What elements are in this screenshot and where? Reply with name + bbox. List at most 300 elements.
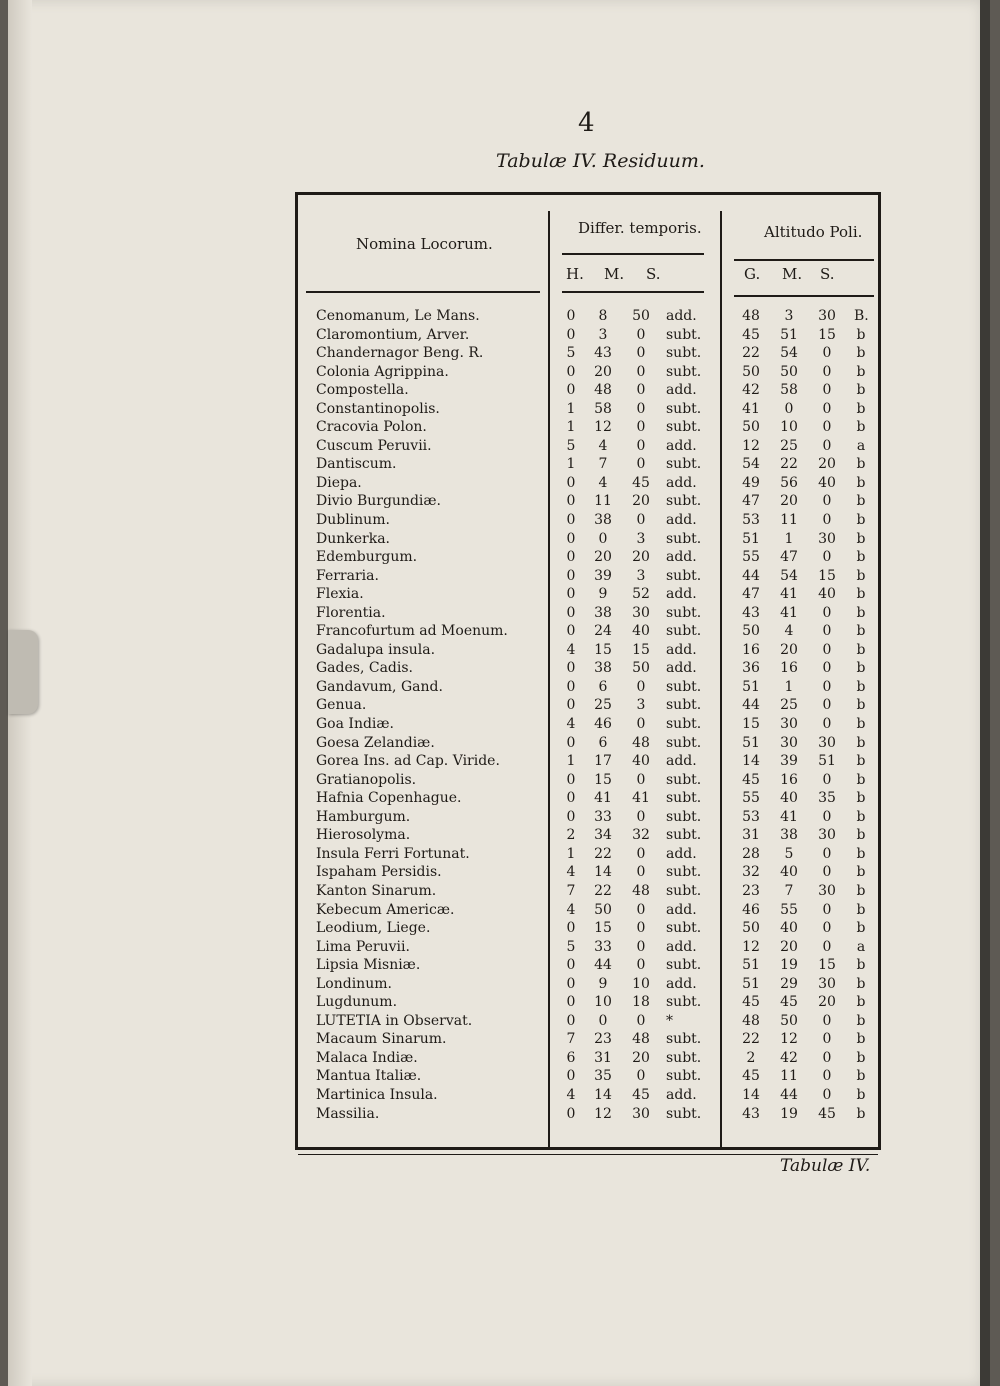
cell-g: 12 <box>742 437 760 454</box>
cell-h: 0 <box>566 604 576 621</box>
cell-hem: b <box>856 474 866 491</box>
cell-g: 43 <box>742 604 760 621</box>
cell-hem: b <box>856 753 866 770</box>
cell-m: 3 <box>598 326 608 343</box>
table-row <box>298 734 878 753</box>
cell-am: 4 <box>784 623 794 640</box>
cell-name: Cracovia Polon. <box>316 419 427 436</box>
cell-hem: b <box>856 345 866 362</box>
cell-hem: b <box>856 1049 866 1066</box>
cell-s: 0 <box>636 771 646 788</box>
cell-h: 2 <box>566 827 576 844</box>
cell-name: LUTETIA in Observat. <box>316 1012 473 1029</box>
cell-hem: b <box>856 456 866 473</box>
header-seconds: S. <box>646 265 661 283</box>
cell-name: Diepa. <box>316 474 362 491</box>
cell-name: Colonia Agrippina. <box>316 363 449 380</box>
cell-name: Leodium, Liege. <box>316 920 431 937</box>
table-row <box>298 789 878 808</box>
cell-as: 0 <box>822 345 832 362</box>
cell-am: 0 <box>784 400 794 417</box>
cell-h: 0 <box>566 530 576 547</box>
cell-name: Genua. <box>316 697 367 714</box>
cell-hem: b <box>856 808 866 825</box>
cell-m: 35 <box>594 1068 612 1085</box>
cell-hem: b <box>856 882 866 899</box>
cell-g: 45 <box>742 994 760 1011</box>
table-row <box>298 696 878 715</box>
cell-hem: b <box>856 530 866 547</box>
cell-g: 44 <box>742 567 760 584</box>
table-row <box>298 530 878 549</box>
catchword: Tabulæ IV. <box>780 1156 871 1176</box>
cell-s: 0 <box>636 456 646 473</box>
cell-am: 42 <box>780 1049 798 1066</box>
cell-s: 30 <box>632 1105 650 1122</box>
cell-h: 4 <box>566 716 576 733</box>
cell-hem: b <box>856 975 866 992</box>
cell-m: 20 <box>594 549 612 566</box>
cell-g: 50 <box>742 363 760 380</box>
cell-am: 56 <box>780 474 798 491</box>
cell-h: 0 <box>566 920 576 937</box>
cell-as: 20 <box>818 994 836 1011</box>
cell-op: subt. <box>666 771 702 788</box>
cell-as: 0 <box>822 771 832 788</box>
cell-m: 31 <box>594 1049 612 1066</box>
cell-m: 6 <box>598 734 608 751</box>
cell-hem: b <box>856 419 866 436</box>
cell-name: Divio Burgundiæ. <box>316 493 442 510</box>
cell-s: 48 <box>632 734 650 751</box>
cell-s: 40 <box>632 753 650 770</box>
cell-hem: b <box>856 400 866 417</box>
cell-am: 11 <box>780 512 798 529</box>
header-minutes: M. <box>604 265 625 283</box>
cell-am: 22 <box>780 456 798 473</box>
cell-am: 1 <box>784 530 794 547</box>
cell-op: subt. <box>666 827 702 844</box>
table-row <box>298 826 878 845</box>
table-row <box>298 548 878 567</box>
cell-name: Francofurtum ad Moenum. <box>316 623 508 640</box>
cell-m: 38 <box>594 512 612 529</box>
cell-as: 0 <box>822 1031 832 1048</box>
cell-am: 1 <box>784 678 794 695</box>
cell-g: 50 <box>742 419 760 436</box>
cell-hem: b <box>856 567 866 584</box>
cell-am: 44 <box>780 1086 798 1103</box>
cell-m: 33 <box>594 938 612 955</box>
cell-m: 25 <box>594 697 612 714</box>
cell-am: 20 <box>780 641 798 658</box>
cell-g: 36 <box>742 660 760 677</box>
table-row <box>298 882 878 901</box>
cell-am: 40 <box>780 864 798 881</box>
cell-name: Kebecum Americæ. <box>316 901 455 918</box>
cell-as: 0 <box>822 697 832 714</box>
cell-as: 0 <box>822 1068 832 1085</box>
cell-as: 0 <box>822 419 832 436</box>
cell-s: 0 <box>636 400 646 417</box>
cell-am: 12 <box>780 1031 798 1048</box>
cell-hem: b <box>856 641 866 658</box>
cell-s: 10 <box>632 975 650 992</box>
cell-s: 0 <box>636 808 646 825</box>
cell-hem: b <box>856 901 866 918</box>
cell-h: 0 <box>566 697 576 714</box>
header-hours: H. <box>566 265 584 283</box>
cell-m: 14 <box>594 1086 612 1103</box>
cell-op: add. <box>666 437 697 454</box>
cell-am: 58 <box>780 382 798 399</box>
cell-m: 22 <box>594 882 612 899</box>
cell-as: 30 <box>818 975 836 992</box>
cell-op: add. <box>666 975 697 992</box>
cell-hem: b <box>856 660 866 677</box>
header-rule-alt-top <box>734 259 874 261</box>
cell-g: 15 <box>742 716 760 733</box>
cell-as: 0 <box>822 938 832 955</box>
cell-am: 7 <box>784 882 794 899</box>
cell-g: 22 <box>742 1031 760 1048</box>
cell-op: subt. <box>666 363 702 380</box>
cell-hem: b <box>856 697 866 714</box>
header-rule-alt-bottom <box>734 295 874 297</box>
cell-s: 0 <box>636 716 646 733</box>
cell-as: 30 <box>818 882 836 899</box>
cell-hem: b <box>856 716 866 733</box>
cell-g: 45 <box>742 1068 760 1085</box>
cell-s: 0 <box>636 512 646 529</box>
cell-name: Hamburgum. <box>316 808 411 825</box>
cell-s: 32 <box>632 827 650 844</box>
cell-s: 45 <box>632 1086 650 1103</box>
cell-m: 7 <box>598 456 608 473</box>
cell-op: subt. <box>666 808 702 825</box>
cell-op: add. <box>666 308 697 324</box>
cell-am: 51 <box>780 326 798 343</box>
cell-hem: a <box>856 437 866 454</box>
cell-g: 47 <box>742 586 760 603</box>
table-row <box>298 752 878 771</box>
cell-g: 53 <box>742 512 760 529</box>
cell-m: 11 <box>594 493 612 510</box>
cell-name: Florentia. <box>316 604 386 621</box>
cell-s: 40 <box>632 623 650 640</box>
cell-name: Ispaham Persidis. <box>316 864 442 881</box>
cell-am: 20 <box>780 493 798 510</box>
cell-name: Dublinum. <box>316 512 390 529</box>
cell-name: Mantua Italiæ. <box>316 1068 422 1085</box>
cell-op: subt. <box>666 1049 702 1066</box>
cell-hem: b <box>856 678 866 695</box>
table-row <box>298 659 878 678</box>
cell-h: 0 <box>566 660 576 677</box>
cell-op: subt. <box>666 604 702 621</box>
cell-hem: a <box>856 938 866 955</box>
cell-h: 7 <box>566 1031 576 1048</box>
cell-h: 0 <box>566 1012 576 1029</box>
cell-op: subt. <box>666 567 702 584</box>
table-row <box>298 956 878 975</box>
table-row <box>298 901 878 920</box>
header-differ-temporis: Differ. temporis. <box>578 219 702 237</box>
cell-g: 50 <box>742 920 760 937</box>
cell-name: Malaca Indiæ. <box>316 1049 418 1066</box>
cell-am: 30 <box>780 716 798 733</box>
cell-as: 40 <box>818 474 836 491</box>
cell-hem: b <box>856 827 866 844</box>
cell-as: 0 <box>822 678 832 695</box>
cell-as: 45 <box>818 1105 836 1122</box>
cell-hem: b <box>856 604 866 621</box>
cell-h: 0 <box>566 474 576 491</box>
cell-h: 5 <box>566 345 576 362</box>
cell-g: 14 <box>742 1086 760 1103</box>
cell-h: 0 <box>566 493 576 510</box>
header-degrees: G. <box>744 265 761 283</box>
table-row <box>298 363 878 382</box>
cell-g: 54 <box>742 456 760 473</box>
cell-s: 18 <box>632 994 650 1011</box>
cell-g: 31 <box>742 827 760 844</box>
table-row <box>298 715 878 734</box>
header-alt-minutes: M. <box>782 265 803 283</box>
cell-m: 12 <box>594 1105 612 1122</box>
cell-m: 8 <box>598 308 608 324</box>
cell-as: 30 <box>818 530 836 547</box>
cell-hem: b <box>856 771 866 788</box>
cell-h: 1 <box>566 400 576 417</box>
cell-g: 53 <box>742 808 760 825</box>
table-row <box>298 919 878 938</box>
table-row <box>298 678 878 697</box>
cell-am: 10 <box>780 419 798 436</box>
cell-name: Lipsia Misniæ. <box>316 957 421 974</box>
table-row <box>298 771 878 790</box>
cell-as: 0 <box>822 716 832 733</box>
cell-g: 55 <box>742 549 760 566</box>
cell-name: Goesa Zelandiæ. <box>316 734 435 751</box>
cell-name: Massilia. <box>316 1105 380 1122</box>
cell-as: 35 <box>818 790 836 807</box>
cell-g: 51 <box>742 975 760 992</box>
cell-op: add. <box>666 382 697 399</box>
cell-g: 22 <box>742 345 760 362</box>
cell-as: 30 <box>818 827 836 844</box>
cell-h: 5 <box>566 938 576 955</box>
cell-as: 0 <box>822 864 832 881</box>
cell-s: 0 <box>636 1068 646 1085</box>
table-row <box>298 622 878 641</box>
cell-hem: b <box>856 493 866 510</box>
cell-h: 0 <box>566 678 576 695</box>
cell-m: 6 <box>598 678 608 695</box>
cell-op: subt. <box>666 790 702 807</box>
cell-hem: b <box>856 549 866 566</box>
cell-g: 48 <box>742 308 760 324</box>
cell-s: 0 <box>636 845 646 862</box>
cell-am: 30 <box>780 734 798 751</box>
cell-s: 30 <box>632 604 650 621</box>
cell-op: subt. <box>666 678 702 695</box>
cell-m: 33 <box>594 808 612 825</box>
cell-am: 45 <box>780 994 798 1011</box>
cell-as: 0 <box>822 363 832 380</box>
cell-op: subt. <box>666 882 702 899</box>
table-title: Tabulæ IV. Residuum. <box>496 150 705 172</box>
cell-as: 15 <box>818 567 836 584</box>
cell-s: 20 <box>632 1049 650 1066</box>
cell-h: 6 <box>566 1049 576 1066</box>
cell-hem: b <box>856 920 866 937</box>
book-page <box>8 0 990 1386</box>
cell-h: 0 <box>566 994 576 1011</box>
cell-am: 55 <box>780 901 798 918</box>
cell-g: 16 <box>742 641 760 658</box>
cell-op: subt. <box>666 994 702 1011</box>
cell-g: 51 <box>742 678 760 695</box>
cell-m: 34 <box>594 827 612 844</box>
cell-s: 0 <box>636 437 646 454</box>
table-row <box>298 1049 878 1068</box>
cell-as: 15 <box>818 957 836 974</box>
cell-name: Gades, Cadis. <box>316 660 413 677</box>
header-rule-names <box>306 291 540 293</box>
cell-g: 46 <box>742 901 760 918</box>
cell-name: Lugdunum. <box>316 994 398 1011</box>
cell-s: 0 <box>636 901 646 918</box>
cell-name: Londinum. <box>316 975 392 992</box>
cell-h: 4 <box>566 901 576 918</box>
cell-s: 15 <box>632 641 650 658</box>
table-row <box>298 418 878 437</box>
cell-m: 15 <box>594 920 612 937</box>
cell-as: 0 <box>822 1086 832 1103</box>
cell-m: 48 <box>594 382 612 399</box>
cell-s: 0 <box>636 864 646 881</box>
cell-as: 0 <box>822 493 832 510</box>
cell-name: Insula Ferri Fortunat. <box>316 845 470 862</box>
cell-name: Gorea Ins. ad Cap. Viride. <box>316 753 500 770</box>
table-row <box>298 326 878 345</box>
cell-hem: b <box>856 586 866 603</box>
cell-hem: b <box>856 363 866 380</box>
cell-as: 0 <box>822 1012 832 1029</box>
table-row <box>298 511 878 530</box>
cell-am: 50 <box>780 1012 798 1029</box>
cell-h: 0 <box>566 326 576 343</box>
table-row <box>298 455 878 474</box>
cell-s: 20 <box>632 493 650 510</box>
cell-op: add. <box>666 660 697 677</box>
cell-m: 12 <box>594 419 612 436</box>
cell-m: 50 <box>594 901 612 918</box>
cell-g: 51 <box>742 530 760 547</box>
cell-h: 1 <box>566 753 576 770</box>
cell-g: 43 <box>742 1105 760 1122</box>
cell-g: 14 <box>742 753 760 770</box>
cell-name: Gadalupa insula. <box>316 641 436 658</box>
cell-op: subt. <box>666 697 702 714</box>
cell-hem: B. <box>854 308 869 324</box>
page-number: 4 <box>578 108 595 138</box>
cell-name: Flexia. <box>316 586 364 603</box>
cell-m: 46 <box>594 716 612 733</box>
cell-s: 52 <box>632 586 650 603</box>
cell-op: subt. <box>666 530 702 547</box>
cell-g: 23 <box>742 882 760 899</box>
cell-m: 58 <box>594 400 612 417</box>
table-row <box>298 1086 878 1105</box>
header-alt-seconds: S. <box>820 265 835 283</box>
cell-g: 51 <box>742 957 760 974</box>
cell-m: 9 <box>598 975 608 992</box>
cell-as: 51 <box>818 753 836 770</box>
cell-op: add. <box>666 512 697 529</box>
cell-h: 0 <box>566 586 576 603</box>
cell-m: 43 <box>594 345 612 362</box>
cell-name: Goa Indiæ. <box>316 716 395 733</box>
cell-s: 0 <box>636 382 646 399</box>
cell-g: 49 <box>742 474 760 491</box>
table-body <box>298 307 878 1123</box>
cell-name: Gratianopolis. <box>316 771 417 788</box>
cell-hem: b <box>856 1105 866 1122</box>
table-row <box>298 307 878 326</box>
cell-as: 15 <box>818 326 836 343</box>
cell-am: 16 <box>780 771 798 788</box>
cell-am: 19 <box>780 957 798 974</box>
cell-h: 1 <box>566 419 576 436</box>
cell-s: 0 <box>636 938 646 955</box>
cell-am: 41 <box>780 604 798 621</box>
cell-as: 0 <box>822 1049 832 1066</box>
cell-hem: b <box>856 1068 866 1085</box>
table-row <box>298 344 878 363</box>
cell-op: subt. <box>666 623 702 640</box>
cell-hem: b <box>856 512 866 529</box>
cell-op: add. <box>666 938 697 955</box>
cell-g: 2 <box>746 1049 756 1066</box>
cell-h: 1 <box>566 845 576 862</box>
cell-m: 39 <box>594 567 612 584</box>
cell-name: Kanton Sinarum. <box>316 882 437 899</box>
table-row <box>298 474 878 493</box>
cell-m: 4 <box>598 437 608 454</box>
cell-as: 0 <box>822 512 832 529</box>
cell-m: 44 <box>594 957 612 974</box>
cell-hem: b <box>856 734 866 751</box>
cell-g: 45 <box>742 771 760 788</box>
cell-am: 16 <box>780 660 798 677</box>
cell-name: Chandernagor Beng. R. <box>316 345 484 362</box>
cell-h: 4 <box>566 1086 576 1103</box>
cell-hem: b <box>856 623 866 640</box>
cell-name: Macaum Sinarum. <box>316 1031 447 1048</box>
cell-s: 0 <box>636 678 646 695</box>
cell-h: 0 <box>566 308 576 324</box>
cell-am: 40 <box>780 790 798 807</box>
cell-m: 23 <box>594 1031 612 1048</box>
cell-name: Compostella. <box>316 382 409 399</box>
cell-m: 15 <box>594 641 612 658</box>
cell-m: 38 <box>594 660 612 677</box>
table-row <box>298 492 878 511</box>
cell-op: subt. <box>666 920 702 937</box>
cell-m: 9 <box>598 586 608 603</box>
